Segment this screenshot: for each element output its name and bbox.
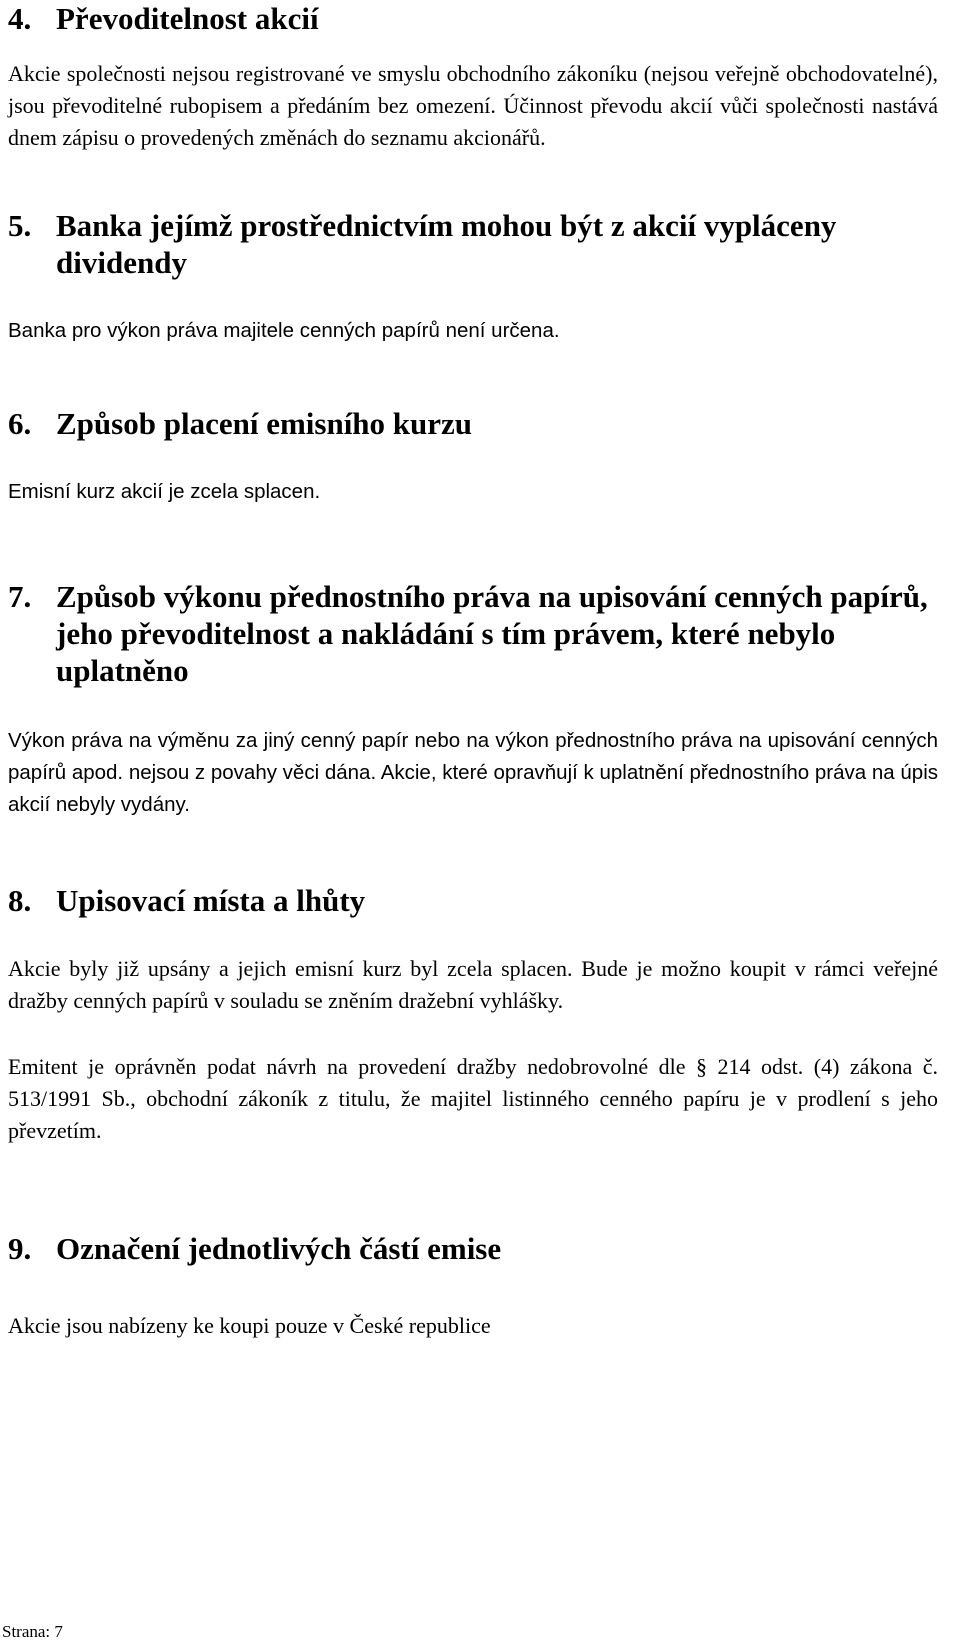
section-paragraph: Emitent je oprávněn podat návrh na provedení dražby nedobrovolné dle § 214 odst. (4) zákona č. 513/1991 Sb., obchodní zákoník z titulu, že majitel listinného cenného papíru je v prodlení s jeho převzetím. [8, 1054, 938, 1143]
section-4 [8, 0, 938, 154]
section-paragraph: Akcie společnosti nejsou registrované ve smyslu obchodního zákoníku (nejsou veřejně obchodovatelné), jsou převoditelné rubopisem a předáním bez omezení. Účinnost převodu akcií vůči společnosti nastává dnem zápisu o provedených změnách do seznamu akcionářů. [8, 61, 938, 150]
section-title: Způsob placení emisního kurzu [56, 406, 473, 441]
section-heading [8, 578, 938, 689]
section-paragraph: Emisní kurz akcií je zcela splacen. [8, 480, 321, 503]
section-6 [8, 405, 938, 508]
section-heading [8, 207, 938, 281]
section-number: 7. [8, 579, 32, 614]
section-8 [8, 882, 938, 1147]
section-title: Způsob výkonu přednostního práva na upisování cenných papírů, jeho převoditelnost a nakládání s tím právem, které nebylo uplatněno [56, 579, 928, 688]
section-heading [8, 0, 938, 37]
section-paragraph: Výkon práva na výměnu za jiný cenný papír nebo na výkon přednostního práva na upisování cenných papírů apod. nejsou z povahy věci dána. Akcie, které opravňují k uplatnění přednostního práva na úpis akcií nebyly vydány. [8, 729, 938, 816]
section-number: 4. [8, 1, 32, 36]
section-heading [8, 1230, 938, 1267]
section-paragraph: Banka pro výkon práva majitele cenných papírů není určena. [8, 319, 560, 342]
section-number: 6. [8, 406, 32, 441]
section-title: Převoditelnost akcií [56, 1, 319, 36]
section-number: 9. [8, 1231, 32, 1266]
section-heading [8, 882, 938, 919]
section-title: Upisovací místa a lhůty [56, 883, 366, 918]
section-title: Banka jejímž prostřednictvím mohou být z akcií vypláceny dividendy [56, 208, 837, 280]
section-title: Označení jednotlivých částí emise [56, 1231, 502, 1266]
section-number: 8. [8, 883, 32, 918]
page-number-footer: Strana: 7 [2, 1622, 63, 1641]
section-number: 5. [8, 208, 32, 243]
section-7 [8, 578, 938, 821]
section-paragraph: Akcie byly již upsány a jejich emisní kurz byl zcela splacen. Bude je možno koupit v rámci veřejné dražby cenných papírů v souladu se zněním dražební vyhlášky. [8, 956, 938, 1013]
section-paragraph: Akcie jsou nabízeny ke koupi pouze v České republice [8, 1313, 491, 1338]
section-heading [8, 405, 938, 442]
section-5 [8, 207, 938, 347]
section-9 [8, 1230, 938, 1342]
